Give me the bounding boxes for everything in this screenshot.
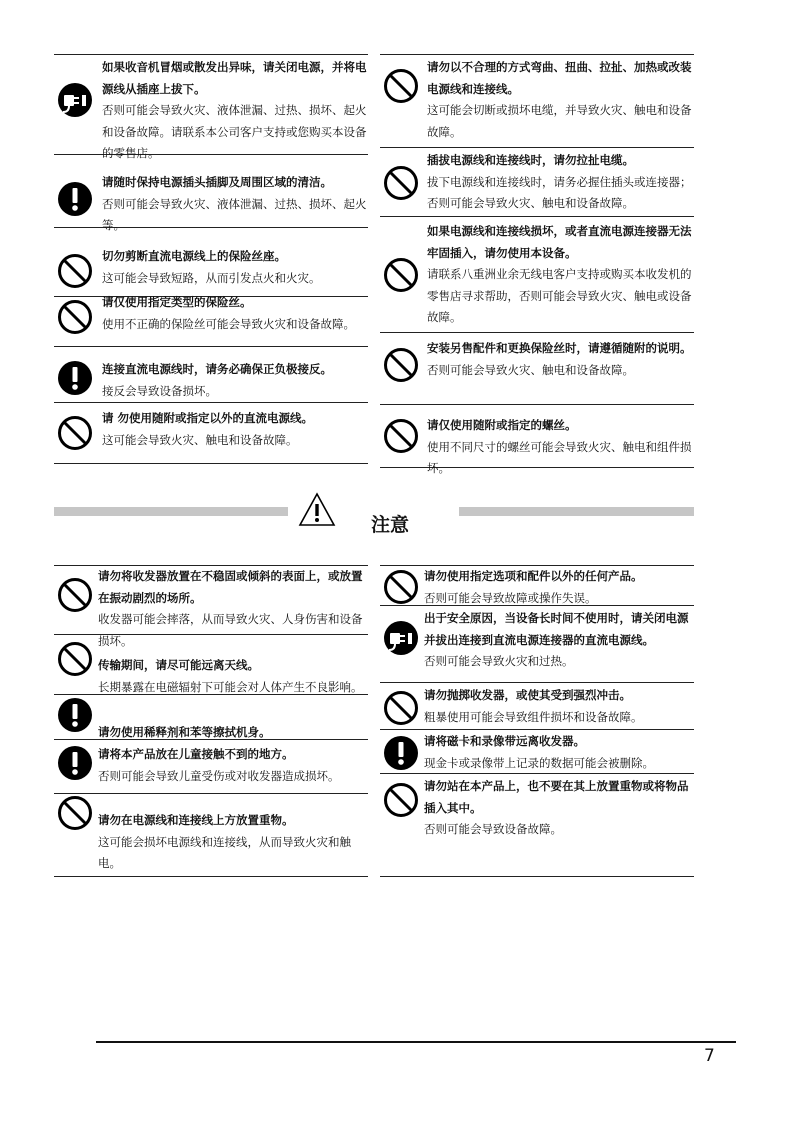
warning-body: 否则可能会导致火灾、触电和设备故障。 [427,362,634,377]
warning-body: 这可能会导致火灾、触电和设备故障。 [102,432,298,447]
caution-standing [424,776,696,841]
caution-title: 请勿使用指定选项和配件以外的任何产品。 [424,569,643,583]
caution-body: 长期暴露在电磁辐射下可能会对人体产生不良影响。 [98,679,363,694]
caution-body: 否则可能会导致故障或操作失误。 [424,590,597,605]
warning-body: 请联系八重洲业余无线电客户支持或购买本收发机的零售店寻求帮助，否则可能会导致火灾、触电或设备故障。 [427,267,692,324]
rule [380,876,694,877]
warning-title: 如果电源线和连接线损坏，或者直流电源连接器无法牢固插入，请勿使用本设备。 [427,224,692,260]
prohibit-icon [383,569,419,605]
caution-accessories [424,566,696,609]
caution-body: 否则可能会导致儿童受伤或对收发器造成损坏。 [98,768,340,783]
warning-dc-cable [102,408,370,451]
warning-title: 切勿剪断直流电源线上的保险丝座。 [102,249,286,263]
rule [380,216,694,217]
rule [54,54,368,55]
warning-keep-clean [102,172,370,237]
caution-body: 粗暴使用可能会导致组件损坏和设备故障。 [424,709,643,724]
caution-title: 传输期间，请尽可能远离天线。 [98,658,259,672]
caution-thinner [98,722,370,744]
caution-heading: 注意 [371,514,410,536]
prohibit-icon [57,641,93,677]
warning-title: 请勿以不合理的方式弯曲、扭曲、拉扯、加热或改装电源线和连接线。 [427,60,692,96]
warning-pull-cable [427,150,695,215]
unplug-icon [383,620,419,656]
mandatory-icon [57,697,93,733]
caution-title: 请勿站在本产品上，也不要在其上放置重物或将物品插入其中。 [424,779,689,815]
caution-throwing [424,685,696,728]
warning-install-fuse [427,338,695,381]
caution-unstable-surface [98,566,370,652]
warning-bend-cable [427,57,695,143]
prohibit-icon [57,415,93,451]
mandatory-icon [57,181,93,217]
warning-body: 接反会导致设备损坏。 [102,383,217,398]
prohibit-icon [57,577,93,613]
warning-fuse-holder [102,246,370,289]
warning-fuse-type [102,292,370,335]
caution-body: 收发器可能会摔落，从而导致火灾、人身伤害和设备损坏。 [98,612,363,648]
caution-body: 否则可能会导致设备故障。 [424,822,562,836]
mandatory-icon [383,735,419,771]
caution-body: 否则可能会导致火灾和过热。 [424,654,574,668]
warning-body: 这可能会导致短路，从而引发点火和火灾。 [102,270,321,285]
warning-body: 拔下电源线和连接线时，请务必握住插头或连接器；否则可能会导致火灾、触电和设备故障。 [427,174,692,210]
warning-unplug-smoke [102,57,370,165]
warning-title: 请随时保持电源插头插脚及周围区域的清洁。 [102,175,332,189]
rule [380,404,694,405]
caution-title: 请勿将收发器放置在不稳固或倾斜的表面上，或放置在振动剧烈的场所。 [98,569,363,605]
warning-title: 安装另售配件和更换保险丝时，请遵循随附的说明。 [427,341,692,355]
caution-body: 这可能会损坏电源线和连接线，从而导致火灾和触电。 [98,834,351,870]
footer-rule [96,1041,736,1043]
rule [380,54,694,55]
warning-body: 使用不正确的保险丝可能会导致火灾和设备故障。 [102,316,355,331]
warning-damaged-cable [427,221,695,329]
prohibit-icon [383,782,419,818]
rule [380,332,694,333]
prohibit-icon [57,795,93,831]
prohibit-icon [383,418,419,454]
warning-title: 请 勿使用随附或指定以外的直流电源线。 [102,411,314,425]
warning-title: 插拔电源线和连接线时，请勿拉扯电缆。 [427,153,634,167]
rule [380,729,694,730]
caution-title: 请将本产品放在儿童接触不到的地方。 [98,747,294,761]
warning-triangle-icon [298,492,336,528]
caution-children [98,744,370,787]
warning-screws [427,415,695,480]
caution-title: 出于安全原因，当设备长时间不使用时，请关闭电源并拔出连接到直流电源连接器的直流电源线。 [424,611,689,647]
rule [54,463,368,464]
heading-bar-left [54,507,288,516]
prohibit-icon [57,253,93,289]
prohibit-icon [383,68,419,104]
caution-title: 请勿抛掷收发器，或使其受到强烈冲击。 [424,688,631,702]
warning-body: 这可能会切断或损坏电缆，并导致火灾、触电和设备故障。 [427,103,692,139]
warning-title: 请仅使用随附或指定的螺丝。 [427,418,577,432]
rule [54,346,368,347]
warning-title: 请仅使用指定类型的保险丝。 [102,295,252,309]
rule [380,147,694,148]
heading-bar-right [459,507,694,516]
warning-body: 否则可能会导致火灾、液体泄漏、过热、损坏、起火等。 [102,196,367,232]
rule [380,682,694,683]
prohibit-icon [383,165,419,201]
caution-antenna [98,655,370,698]
caution-title: 请将磁卡和录像带远离收发器。 [424,734,585,748]
warning-title: 如果收音机冒烟或散发出异味，请关闭电源，并将电源线从插座上拔下。 [102,60,367,96]
prohibit-icon [383,347,419,383]
page-number: 7 [704,1046,715,1066]
prohibit-icon [383,257,419,293]
caution-magnetic-cards [424,731,696,774]
caution-long-idle [424,608,696,673]
caution-title: 请勿使用稀释剂和苯等擦拭机身。 [98,725,271,739]
caution-body: 现金卡或录像带上记录的数据可能会被删除。 [424,755,654,770]
prohibit-icon [57,299,93,335]
rule [54,793,368,794]
caution-title: 请勿在电源线和连接线上方放置重物。 [98,813,294,827]
rule [54,876,368,877]
unplug-icon [57,82,93,118]
warning-body: 使用不同尺寸的螺丝可能会导致火灾、触电和组件损坏。 [427,439,692,475]
mandatory-icon [57,745,93,781]
caution-heavy-objects [98,810,370,875]
warning-title: 连接直流电源线时，请务必确保正负极接反。 [102,362,332,376]
warning-polarity [102,359,370,402]
prohibit-icon [383,690,419,726]
mandatory-icon [57,360,93,396]
warning-body: 否则可能会导致火灾、液体泄漏、过热、损坏、起火和设备故障。请联系本公司客户支持或您购买本设备的零售店。 [102,103,367,160]
rule [54,402,368,403]
